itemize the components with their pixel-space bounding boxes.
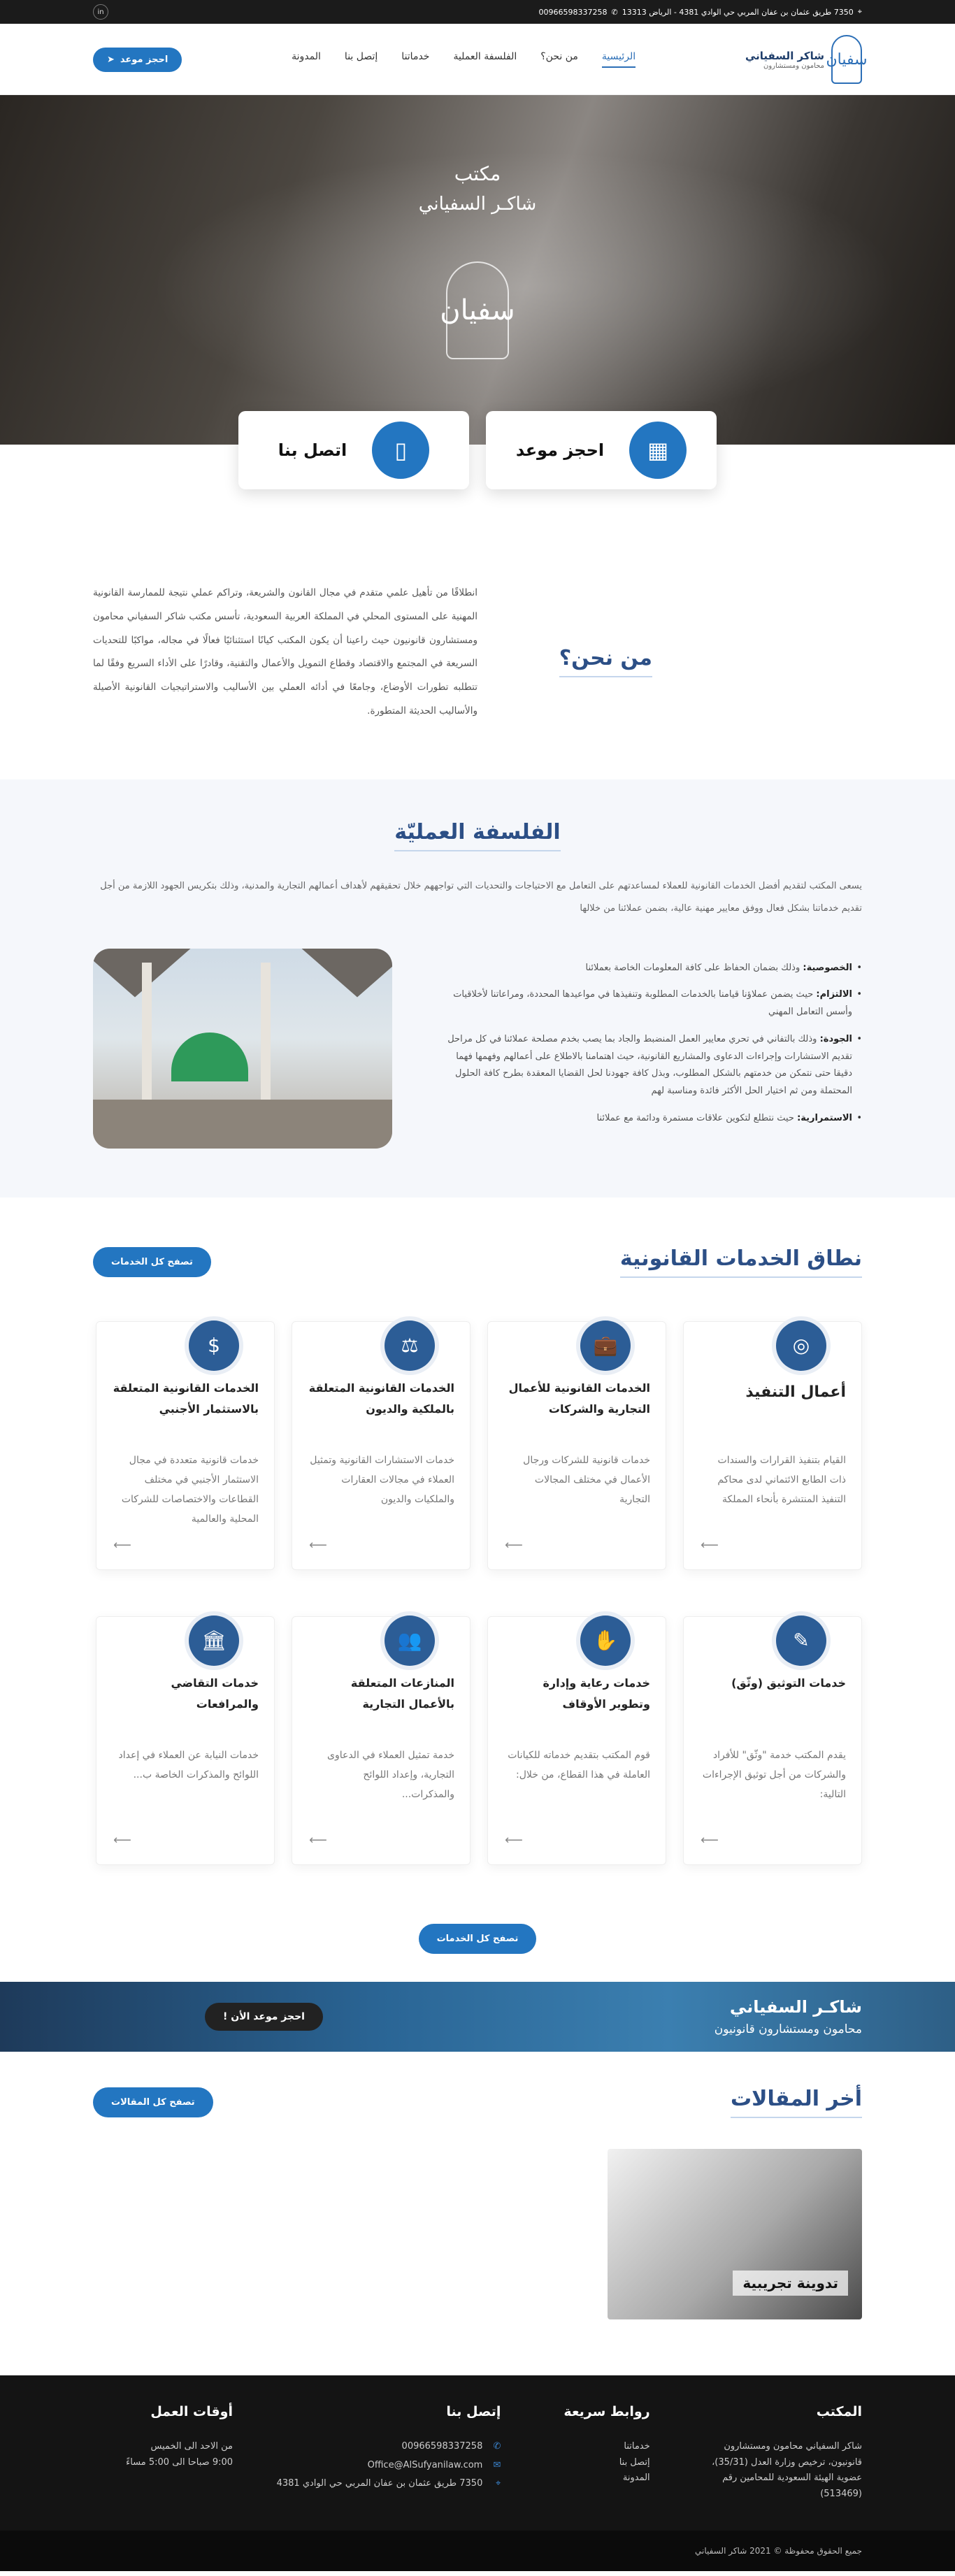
nav-blog[interactable]: المدونة [292, 51, 321, 62]
hero-emblem: سفيان [446, 261, 509, 359]
hero-title-line1: مكتب [454, 162, 501, 185]
footer-hours-days: من الاحد الى الخميس [150, 2440, 234, 2452]
footer-contact-title: إتصل بنا [446, 2403, 501, 2419]
send-icon: ➤ [107, 54, 115, 65]
service-desc: قوم المكتب بتقديم خدماته للكيانات العاملة في هذا القطاع، من خلال: [508, 1749, 650, 1780]
banner-subtitle: محامون ومستشارون قانونيون [714, 2022, 862, 2036]
nav-home[interactable]: الرئيسية [602, 51, 636, 68]
item-value: حيث يضمن عملاؤنا قيامنا بالخدمات المطلوبة وتنفيذها في مواعيدها المحددة، ومراعاتنا لأخلاقيات وأسس التعامل المهني [453, 989, 852, 1018]
footer-contact [270, 2401, 501, 2503]
service-card[interactable] [96, 1321, 275, 1570]
arrow-left-icon[interactable]: ⟵ [113, 1537, 131, 1553]
browse-services-button[interactable]: تصفح كل الخدمات [93, 1247, 211, 1277]
browse-articles-button[interactable]: تصفح كل المقالات [93, 2087, 213, 2117]
philosophy-list [443, 960, 862, 1137]
target-icon: ◎ [776, 1321, 826, 1371]
item-key: الجودة: [819, 1033, 852, 1044]
service-title: الخدمات القانونية المتعلقة بالاستثمار الأجنبي [113, 1381, 259, 1416]
footer-links-title: روابط سريعة [563, 2403, 650, 2419]
service-desc: خدمات قانونية للشركات ورجال الأعمال في مختلف المجالات التجارية [523, 1454, 650, 1505]
main-nav [292, 51, 636, 68]
nav-contact[interactable]: إتصل بنا [344, 51, 378, 62]
about-heading: من نحن؟ [559, 646, 652, 677]
item-key: الخصوصية: [803, 962, 852, 973]
arrow-left-icon[interactable]: ⟵ [113, 1832, 131, 1848]
services-grid-row1 [93, 1321, 862, 1570]
footer-office [687, 2401, 862, 2503]
service-card[interactable] [96, 1616, 275, 1865]
service-title: المنازعات المتعلقة بالأعمال التجارية [350, 1676, 454, 1711]
hand-care-icon: ✋ [580, 1616, 631, 1666]
item-key: الالتزام: [816, 989, 852, 1000]
hero-cards [0, 411, 955, 489]
umbrella-shape [301, 949, 392, 998]
logo-name: شاكر السفياني [745, 49, 824, 62]
dollar-document-icon: $ [189, 1321, 239, 1371]
philosophy-intro: يسعى المكتب لتقديم أفضل الخدمات القانونية للعملاء لمساعدتهم على التعامل مع الاحتياجات والتحديات التي تواجههم خلال تحقيقهم لأهداف أعمالهم التجارية والمدنية، وذلك بتكريس الجهود اللازمة من أجل تقديم خدماتنا بشكل فعال ووفق معايير مهنية عالية، بضمن عملائنا من خلالها [100, 880, 862, 914]
service-title: خدمات التوثيق (وثّق) [731, 1676, 846, 1690]
service-card[interactable] [487, 1616, 666, 1865]
arrow-left-icon[interactable]: ⟵ [701, 1832, 719, 1848]
footer-links [538, 2401, 650, 2503]
book-appointment-card[interactable] [486, 411, 717, 489]
item-value: وذلك بضمان الحفاظ على كافة المعلومات الخاصة بعملائنا [585, 962, 803, 973]
site-logo[interactable] [745, 35, 868, 84]
map-pin-icon: ⌖ [496, 2478, 501, 2489]
list-item [443, 1031, 862, 1100]
service-card[interactable] [292, 1321, 471, 1570]
hero-title [0, 162, 955, 215]
arrow-left-icon[interactable]: ⟵ [309, 1537, 327, 1553]
footer-link-blog[interactable]: المدونة [622, 2473, 650, 2484]
mosque-photo [93, 949, 392, 1149]
top-bar [0, 0, 955, 24]
nav-services[interactable]: خدماتنا [401, 51, 430, 62]
arrow-left-icon[interactable]: ⟵ [505, 1537, 523, 1553]
service-desc: خدمات النيابة عن العملاء في إعداد اللوائح والمذكرات الخاصة ب... [118, 1749, 259, 1780]
service-title: خدمات التقاضي والمرافعات [171, 1676, 259, 1711]
services-grid-row2 [93, 1616, 862, 1865]
arrow-left-icon[interactable]: ⟵ [309, 1832, 327, 1848]
article-title[interactable]: تدوينة تجريبية [733, 2271, 848, 2296]
meeting-icon: 👥 [385, 1616, 435, 1666]
top-phone[interactable]: 00966598337258 [538, 7, 608, 17]
footer-office-text: شاكر السفياني محامون ومستشارون قانونيون، ترخيص وزارة العدل (35/31)، عضوية الهيئة السعودية للمحامين رقم (513469) [712, 2440, 862, 2499]
footer-email[interactable]: Office@AlSufyanilaw.com [367, 2459, 483, 2470]
footer-link-contact[interactable]: إتصل بنا [619, 2456, 650, 2468]
copyright-text: جميع الحقوق محفوظة © 2021 شاكر السفياني [695, 2545, 862, 2556]
service-desc: خدمات قانونية متعددة في مجال الاستثمار الأجنبي في مختلف القطاعات والاختصاصات للشركات المحلية والعالمية [121, 1454, 259, 1525]
services-heading: نطاق الخدمات القانونية [620, 1246, 862, 1278]
articles-heading: أخر المقالات [731, 2087, 862, 2118]
banner-name: شاكـر السفياني [729, 1996, 862, 2017]
item-value: وذلك بالتفاني في تحري معايير العمل المنضبط والجاد بما يصب بخدم مصلحة عملائنا في كل مراحل تقديم الاستشارات وإجراءات الدعاوى والمشاريع القانونية، حيث اهتمامنا بالاطلاع على أعمالهم وفهمها فهما دقيقا حتى نتمكن من خدمتهم بالشكل المطلوب، وبذل كافة جهودنا لحل القضايا المعقدة بطرح كافة الحلول المحتملة ومن ثم اختيار الحل الأكثر فائدة ومناسبة لهم [447, 1033, 852, 1096]
philosophy-heading: الفلسفة العمليّة [394, 820, 560, 851]
hero-title-line2: شاكـر السفياني [418, 194, 537, 215]
courtroom-icon: 🏛 [189, 1616, 239, 1666]
service-card[interactable] [683, 1616, 862, 1865]
contact-info [539, 7, 862, 17]
logo-mark: سفيان [831, 35, 862, 84]
nav-philosophy[interactable]: الفلسفة العملية [453, 51, 517, 62]
service-desc: القيام بتنفيذ القرارات والسندات ذات الطابع الائتماني لدى محاكم التنفيذ المنتشرة بأنحاء المملكة [717, 1454, 846, 1505]
linkedin-icon[interactable]: in [93, 4, 108, 20]
footer-hours-title: أوقات العمل [150, 2403, 234, 2419]
mobile-phone-icon: ▯ [372, 422, 429, 479]
footer-hours-time: 9:00 صباحا الى 5:00 مساءً [126, 2456, 234, 2468]
footer-address: 7350 طريق عثمان بن عفان المربي حي الوادي 4381 [276, 2478, 483, 2489]
service-card[interactable] [487, 1321, 666, 1570]
service-title: الخدمات القانونية المتعلقة بالملكية والديون [308, 1381, 454, 1416]
arrow-left-icon[interactable]: ⟵ [505, 1832, 523, 1848]
article-card[interactable] [608, 2149, 862, 2319]
site-header [0, 24, 955, 95]
cta-banner [0, 1982, 955, 2052]
footer-link-services[interactable]: خدماتنا [624, 2440, 650, 2452]
phone-icon: ✆ [611, 7, 618, 17]
list-item [443, 960, 862, 977]
calendar-check-icon: ▦ [629, 422, 687, 479]
browse-services-bottom-button[interactable]: تصفح كل الخدمات [419, 1924, 537, 1954]
service-desc: خدمات الاستشارات القانونية وتمثيل العملاء في مجالات العقارات والملكيات والديون [310, 1454, 454, 1505]
service-desc: يقدم المكتب خدمة "وثّق" للأفراد والشركات من أجل توثيق الإجراءات التالية: [702, 1749, 846, 1800]
nav-about[interactable]: من نحن؟ [540, 51, 578, 62]
courtyard [93, 1100, 392, 1149]
header-book-button[interactable] [93, 48, 182, 72]
footer-phone[interactable]: 00966598337258 [401, 2440, 483, 2452]
philosophy-section [0, 779, 955, 1197]
service-title: أعمال التنفيذ [745, 1383, 846, 1401]
logo-subtitle: محامون ومستشارون [763, 62, 824, 70]
green-dome [171, 1032, 248, 1081]
about-section [0, 445, 955, 779]
service-title: خدمات رعاية وإدارة وتطوير الأوقاف [543, 1676, 650, 1711]
site-footer [0, 2375, 955, 2531]
footer-hours [93, 2401, 233, 2503]
briefcase-icon: 💼 [580, 1321, 631, 1371]
footer-office-title: المكتب [816, 2403, 862, 2419]
service-card[interactable] [292, 1616, 471, 1865]
phone-icon: ✆ [493, 2440, 501, 2452]
header-book-label: احجز موعد [120, 54, 168, 65]
hero-section [0, 95, 955, 463]
about-text: انطلاقًا من تأهيل علمي متقدم في مجال القانون والشريعة، وتراكم عملي نتيجة للممارسة القانونية المهنية على المستوى المحلي في المملكة العربية السعودية، تأسس مكتب شاكر السفياني محامون ومستشارون قانونيون حيث راعينا أن يكون المكتب كيانًا استثنائيًا فعالًا في مجاله، مواكبًا للتحديات السريعة في المجتمع والاقتصاد وقطاع التمويل والأعمال والتقنية، وقادرًا على الأداء السريع وفقًا لما تتطلبه تطورات الأوضاع، وجامعًا في أدائه العملي بين الأساليب والاستراتيجيات القانونية الأصيلة والأساليب الحديثة المتطورة. [93, 587, 478, 717]
top-address: 7350 طريق عثمان بن عفان المربي حي الوادي 4381 - الرياض 13313 [622, 7, 854, 17]
item-value: حيث نتطلع لتكوين علاقات مستمرة ودائمة مع عملائنا [596, 1112, 798, 1123]
map-pin-icon: ⌖ [857, 7, 862, 16]
contact-card[interactable] [238, 411, 469, 489]
articles-section [0, 2052, 955, 2375]
contact-card-label: اتصل بنا [278, 440, 347, 460]
certificate-icon: ✎ [776, 1616, 826, 1666]
arrow-left-icon[interactable]: ⟵ [701, 1537, 719, 1553]
list-item [443, 1110, 862, 1128]
services-section [0, 1197, 955, 1982]
law-book-icon: ⚖ [385, 1321, 435, 1371]
service-card[interactable] [683, 1321, 862, 1570]
minaret-shape [261, 963, 271, 1102]
copyright-bar [0, 2531, 955, 2571]
service-title: الخدمات القانونية للأعمال التجارية والشركات [508, 1381, 650, 1416]
email-icon: ✉ [493, 2459, 501, 2470]
banner-book-button[interactable]: احجز موعد الأن ! [205, 2003, 323, 2031]
minaret-shape [142, 963, 152, 1102]
service-desc: خدمة تمثيل العملاء في الدعاوى التجارية، وإعداد اللوائح والمذكرات... [327, 1749, 454, 1800]
book-card-label: احجز موعد [515, 440, 605, 460]
item-key: الاستمرارية: [797, 1112, 852, 1123]
list-item [443, 986, 862, 1021]
